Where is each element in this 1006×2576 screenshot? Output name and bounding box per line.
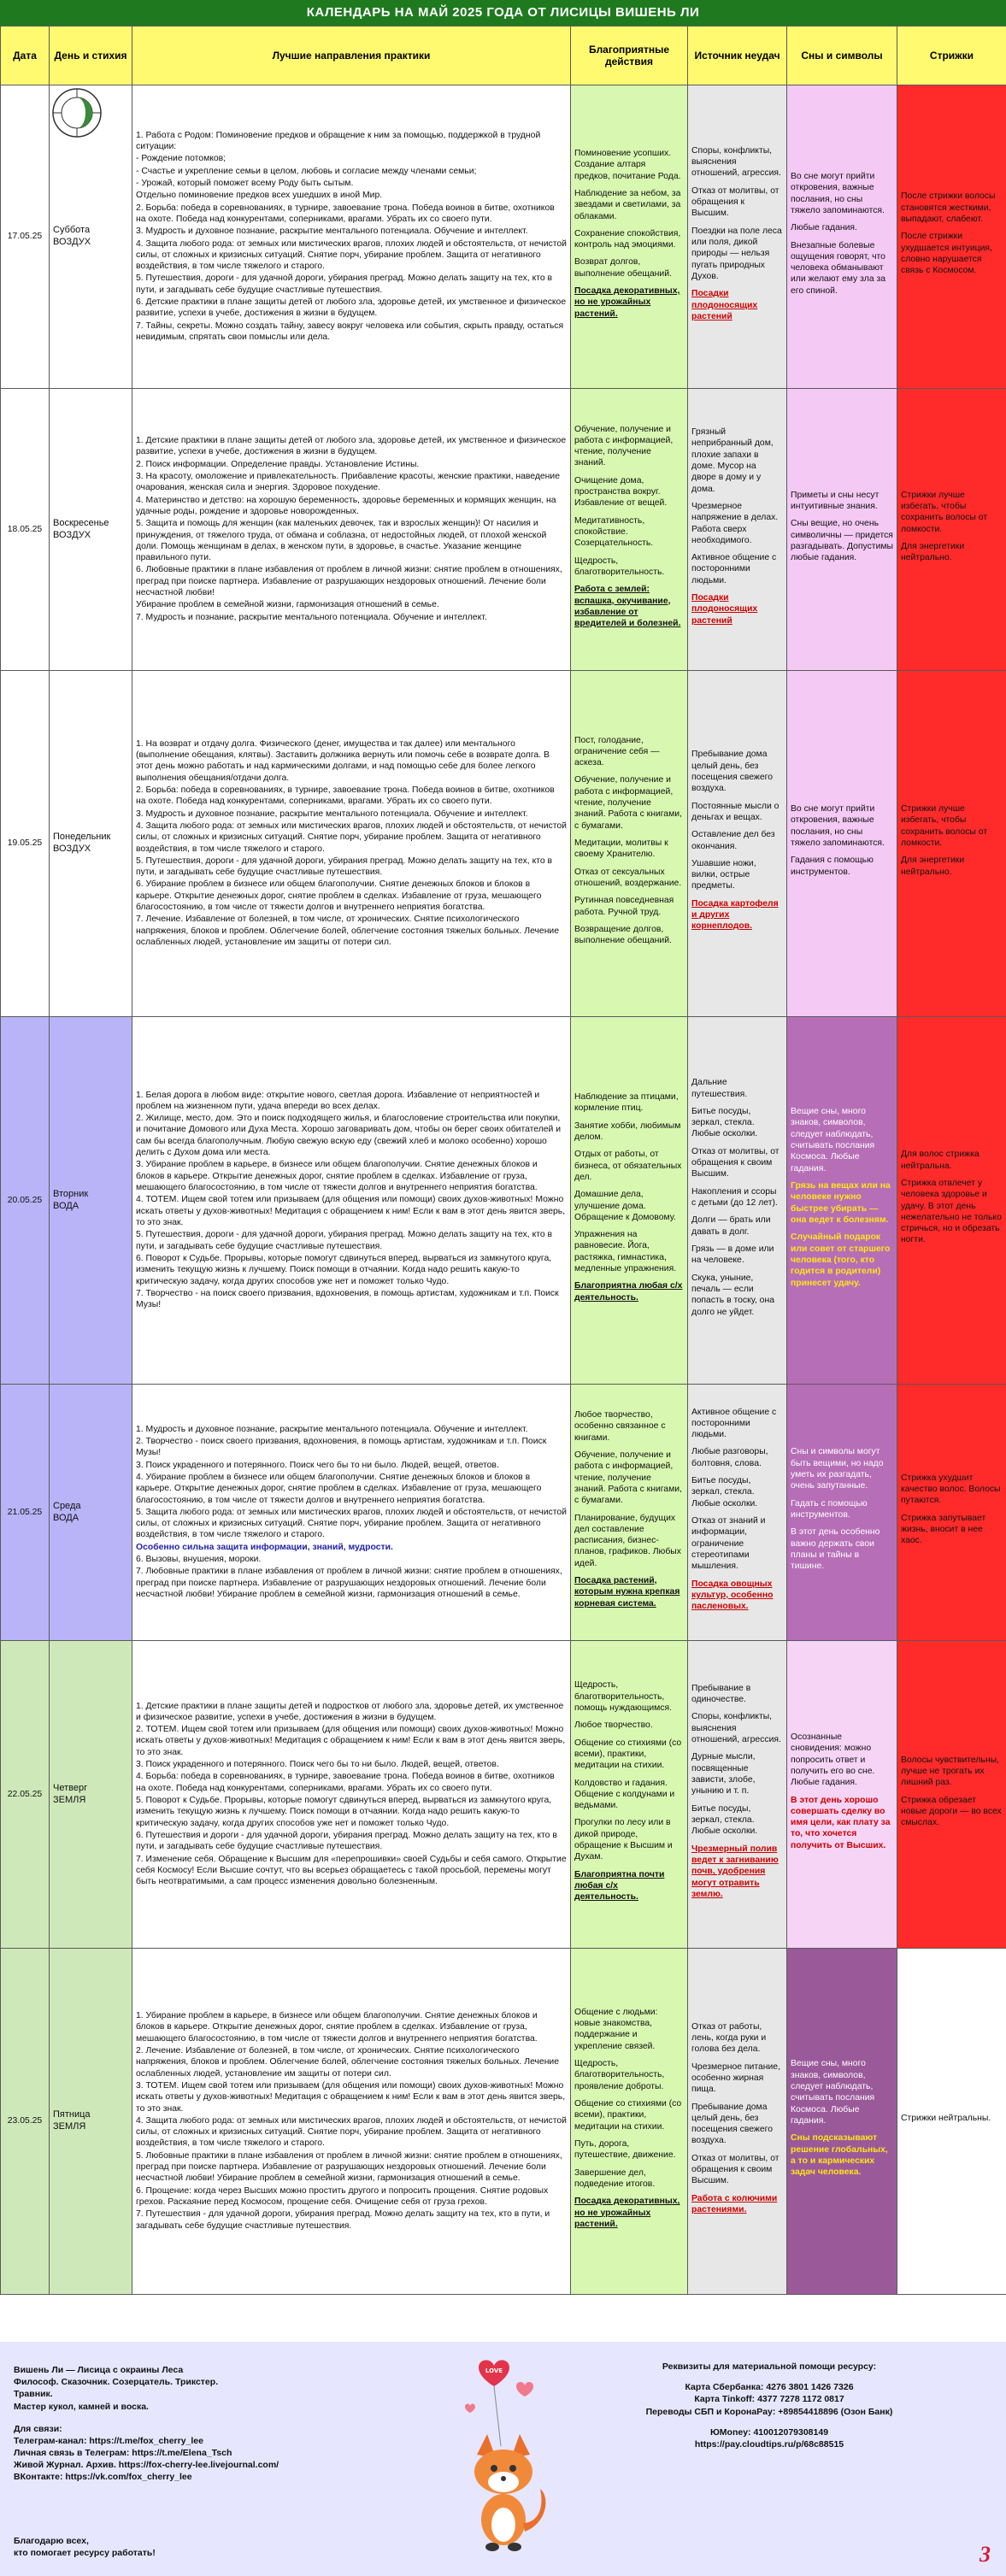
about-line: Философ. Сказочник. Созерцатель. Трикстер. — [14, 2377, 219, 2388]
source-item: Долги — брать или давать в долг. — [691, 1215, 771, 1237]
source-item: Пребывание дома целый день, без посещения свежего воздуха. — [691, 2102, 773, 2146]
dream-highlight: Сны подсказывают решение глобальных, а то и кармических задач человека. — [791, 2133, 888, 2178]
footer-thanks — [14, 2535, 156, 2559]
practice-item: 3. ТОТЕМ. Ищем свой тотем или призываем (для общения или помощи) своих духов-животных! Можно искать ответы у духов-животных! Медитация с обращением к ним! Если к вам в этот день явится зверь, то это знак. — [136, 2080, 566, 2114]
dream-item: Вещие сны, много знаков, символов, следует наблюдать, считывать послания Космоса. Любые гадания. — [791, 1107, 875, 1173]
practice-item: 6. Любовные практики в плане избавления от проблем в личной жизни: снятие проблем в отношениях, преград при поиске партнера. Избавление от разрушающих нездоровых отношений. Лечение боли несчастной любви! — [136, 565, 562, 598]
source-item: Ушавшие ножи, вилки, острые предметы. — [691, 858, 756, 891]
favorable-note: Посадка декоративных, но не урожайных растений. — [574, 2197, 680, 2229]
source-item: Битье посуды, зеркал, стекла. Любые осколки. — [691, 1476, 758, 1509]
day-element: ВОЗДУХ — [53, 529, 91, 540]
cell-haircut — [897, 1641, 1006, 1949]
table-row — [1, 671, 1006, 1017]
cell-day — [50, 671, 132, 1017]
date-value: 23.05.25 — [7, 2116, 43, 2126]
practice-item: 1. Работа с Родом: Поминовение предков и обращение к ним за помощью, поддержкой в трудной ситуации: — [136, 130, 541, 151]
day-element: ЗЕМЛЯ — [53, 1794, 86, 1805]
cell-day — [50, 1017, 132, 1385]
day-info — [53, 1783, 128, 1807]
source-item: Оставление дел без окончания. — [691, 830, 775, 851]
practice-item: 6. Прощение: когда через Высших можно простить другого и попросить прощения. Снятие родовых грехов. Раскаяние перед Космосом, прощение себя. Очищение себя от груза грехов. — [136, 2185, 549, 2208]
dream-highlight: В этот день особенно важно держать свои планы и тайны в тишине. — [791, 1527, 880, 1572]
source-item: Отказ от работы, лень, когда руки и голова без дела. — [691, 2021, 767, 2055]
practice-item: 1. Убирание проблем в карьере, в бизнесе или общем благополучии. Снятие денежных блоков и блоков в карьере. Открытие денежных дорог, снятие проблем в сделках. Избавление от груза, мешающего благосостоянию, в том числе от тяжести долгов и внутреннего неприятия богатства. — [136, 2011, 538, 2044]
cell-practices — [132, 671, 571, 1017]
practice-item: 2. Борьба: победа в соревнованиях, в турнире, завоевание трона. Победа воинов в битве, охотников на охоте. Победа над конкурентами, соперниками, врагами. Убрать их со своего пути. — [136, 203, 555, 224]
table-row — [1, 389, 1006, 671]
practice-item: 2. Жилище, место, дом. Это и поиск подходящего жилья, и благословение строительства или покупки, и почитание Домового или Духа Места. Хорошо заговаривать дом, чтобы он берег своих обитателей и сам бы всегда благополучным. Любую свежую вскую еду (свежий хлеб и молоко особенно) хорошо делить с Духом дома или места. — [136, 1114, 562, 1158]
haircut-item: Для энергетики нейтрально. — [901, 856, 965, 877]
day-element: ЗЕМЛЯ — [53, 2121, 86, 2132]
source-item: Пребывание дома целый день, без посещения свежего воздуха. — [691, 750, 773, 794]
favorable-item: Общение со стихиями (со всеми), практики, медитации на стихии. — [574, 2099, 682, 2132]
favorable-item: Рутинная повседневная работа. Ручной труд. — [574, 896, 674, 917]
cell-practices — [132, 389, 571, 671]
source-item: Любые разговоры, болтовня, слова. — [691, 1447, 768, 1468]
dream-item: Любые гадания. — [791, 223, 857, 233]
dream-item: Вещие сны, много знаков, символов, следует наблюдать, считывать послания Космоса. Любые гадания. — [791, 2059, 875, 2126]
favorable-note: Посадка растений, которым нужна крепкая корневая система. — [574, 1576, 680, 1609]
header-dreams: Сны и символы — [787, 26, 897, 85]
about-line: Вишень Ли — Лисица с окраины Леса — [14, 2365, 184, 2375]
source-note: Посадки плодоносящих растений — [691, 593, 758, 626]
practice-item: 1. На возврат и отдачу долга. Физического (денег, имущества и так далее) или ментального (выполнение обещания, клятвы). Заставить должника вернуть или помочь себе в возврате долга. В этот день можно работать и над кармическими долгами, и над помощью себе для более легкого выполнения обещания/отдачи долга. — [136, 738, 550, 783]
practice-item: 2. Лечение. Избавление от болезней, в том числе, от хронических. Снятие психологического напряжения, блоков и проблем. Облегчение болей, облегчение состояния тяжелых больных. Лечение ослабленных людей, установление им защиты от потери сил. — [136, 2045, 560, 2079]
source-item: Отказ от молитвы, от обращения к Высшим. — [691, 185, 780, 219]
practice-item: 1. Мудрость и духовное познание, раскрытие ментального потенциала. Обучение и интеллект. — [136, 1424, 528, 1434]
day-info — [53, 518, 128, 542]
footer-about — [14, 2364, 441, 2484]
cell-favorable — [571, 389, 688, 671]
source-note: Посадки плодоносящих растений — [691, 289, 758, 321]
header-sources: Источник неудач — [688, 26, 787, 85]
haircut-item: После стрижки ухудшается интуиция, словно нарушается связь с Космосом. — [901, 232, 992, 276]
cell-date — [1, 1641, 50, 1949]
source-item: Дальние путешествия. — [691, 1078, 748, 1099]
cell-sources — [688, 85, 787, 389]
source-item: Постоянные мысли о деньгах и вещах. — [691, 801, 780, 822]
favorable-item: Домашние дела, улучшение дома. Обращение к Домовому. — [574, 1190, 676, 1222]
cell-dreams — [787, 671, 897, 1017]
zodiac-wheel-icon — [51, 87, 103, 138]
source-item: Дурные мысли, посвященные зависти, злобе, унынию и т. п. — [691, 1752, 756, 1797]
favorable-item: Наблюдение за птицами, кормление птиц. — [574, 1092, 679, 1114]
practice-item: 1. Детские практики в плане защиты детей и подростков от любого зла, здоровье детей, их умственное и физическое развитие, успехи в учебе, достижения в жизни в будущем. — [136, 1701, 564, 1722]
small-heart-icon — [465, 2403, 475, 2413]
practice-item: 4. Защита любого рода: от земных или мистических врагов, плохих людей и обстоятельств, от нечистой силы, от сложных и кризисных ситуаций. Снятие порч, убирание проблем. Защита от негативного воздействия, в том числе тяжелого и старого. — [136, 820, 567, 854]
source-item: Отказ от знаний и информации, ограничение стереотипами мышления. — [691, 1516, 766, 1572]
dream-highlight: В этот день хорошо совершать сделку во имя цели, как плату за то, что хочется получить от Высших. — [791, 1795, 891, 1850]
source-item: Скука, уныние, печаль — если попасть в тоску, она долго не уйдет. — [691, 1273, 774, 1317]
dream-item: Гадания с помощью инструментов. — [791, 856, 874, 877]
favorable-item: Щедрость, благотворительность. — [574, 556, 665, 577]
practice-item: - Рождение потомков; — [136, 154, 226, 164]
favorable-item: Любое творчество, особенно связанное с книгами. — [574, 1410, 666, 1443]
haircut-item: Для волос стрижка нейтральна. — [901, 1150, 980, 1171]
favorable-note: Работа с землей: вспашка, окучивание, избавление от вредителей и болезней. — [574, 585, 681, 629]
contact-link[interactable]: Телеграм-канал: https://t.me/fox_cherry_lee — [14, 2435, 203, 2446]
calendar-table — [0, 26, 1006, 2295]
day-element: ВОДА — [53, 1200, 79, 1211]
practice-item: 5. Поворот к Судьбе. Прорывы, которые помогут сдвинуться вперед, вырваться из замкнутого круга, изменить текущую жизнь к лучшему. Поиск помощи в отчаянии. Когда надо решить какую-то критическую задачу, когда других способов уже нет и поможет только Чудо. — [136, 1796, 552, 1828]
favorable-item: Поминовение усопших. Создание алтаря предков, почитание Рода. — [574, 148, 681, 181]
practice-highlight: Особенно сильна защита информации, знаний, мудрости. — [136, 1542, 393, 1552]
favorable-item: Щедрость, благотворительность, проявление доброты. — [574, 2059, 665, 2091]
practice-item: 4. Защита любого рода: от земных или мистических врагов, плохих людей и обстоятельств, от нечистой силы, от сложных и кризисных ситуаций. Снятие порч, убирание проблем. Защита от негативного воздействия, в том числе тяжелого и старого. — [136, 2115, 567, 2149]
practice-item: Отдельно поминовение предков всех ушедших в иной Мир. — [136, 191, 383, 201]
page-number: 3 — [980, 2542, 991, 2567]
practice-item: 2. Поиск информации. Определение правды. Установление Истины. — [136, 459, 420, 469]
cell-day — [50, 1641, 132, 1949]
practice-item: 3. На красоту, омоложение и привлекательность. Прибавление красоты, женские практики, наведение очарования, женская сила и энергия. Здоровое похудение. — [136, 471, 560, 493]
cell-dreams — [787, 85, 897, 389]
source-note: Работа с колючими растениями. — [691, 2193, 778, 2215]
contacts-title: Для связи: — [14, 2423, 62, 2434]
payment-line: ЮMoney: 410012079308149 — [709, 2426, 829, 2438]
dream-item: Внезапные болевые ощущения говорят, что человека обманывают или желают ему зла за его спиной. — [791, 240, 886, 296]
day-element: ВОЗДУХ — [53, 237, 91, 247]
cell-dreams — [787, 389, 897, 671]
contact-link[interactable]: Личная связь в Телеграм: https://t.me/Elena_Tsch — [14, 2448, 232, 2459]
practice-item: 5. Защита любого рода: от земных или мистических врагов, плохих людей и обстоятельств, от нечистой силы, от сложных и кризисных ситуаций. Снятие порч, убирание проблем. Защита от негативного воздействия, в том числе тяжелого и старого. — [136, 1507, 567, 1540]
table-row — [1, 1385, 1006, 1641]
cell-sources — [688, 1641, 787, 1949]
cell-day — [50, 389, 132, 671]
contact-link[interactable]: ВКонтакте: https://vk.com/fox_cherry_lee — [14, 2472, 192, 2483]
cell-haircut — [897, 1385, 1006, 1641]
favorable-item: Щедрость, благотворительность, помощь нуждающимся. — [574, 1680, 673, 1713]
practice-item: - Счастье и укрепление семьи в целом, любовь и согласие между членами семьи; — [136, 166, 477, 176]
cell-day — [50, 1949, 132, 2295]
favorable-item: Очищение дома, пространства вокруг. Избавление от вещей. — [574, 475, 668, 509]
practice-item: 6. Путешествия и дороги - для удачной дороги, убирания преград. Можно делать защиту на тех, кто в пути, и загадывать себе будущие счастливые путешествия. — [136, 1830, 557, 1852]
favorable-item: Общение с людьми: новые знакомства, поддержание и укрепление связей. — [574, 2007, 658, 2051]
cell-practices — [132, 1017, 571, 1385]
cell-dreams — [787, 1641, 897, 1949]
love-label: LOVE — [485, 2367, 503, 2374]
cell-favorable — [571, 1641, 688, 1949]
favorable-item: Завершение дел, подведение итогов. — [574, 2167, 656, 2189]
practice-item: 3. Убирание проблем в карьере, в бизнесе или общем благополучии. Снятие денежных блоков и блоков в карьере. Открытие денежных дорог, снятие проблем в сделках. Избавление от груза, мешающего благосостоянию, в том числе от тяжести долгов и внутреннего неприятия богатства. — [136, 1160, 538, 1193]
day-info — [53, 832, 128, 856]
cell-dreams — [787, 1017, 897, 1385]
cell-date — [1, 1017, 50, 1385]
dream-item: Во сне могут прийти откровения, важные послания, но сны тяжело запоминаются. — [791, 171, 885, 215]
source-item: Чрезмерное напряжение в делах. Работа сверх необходимого. — [691, 501, 779, 545]
cell-sources — [688, 1017, 787, 1385]
cell-date — [1, 85, 50, 389]
practice-item: 7. Мудрость и познание, раскрытие ментального потенциала. Обучение и интеллект. — [136, 612, 487, 622]
header-day: День и стихия — [50, 26, 132, 85]
haircut-item: Стрижки лучше избегать, чтобы сохранить волосы от ломкости. — [901, 490, 988, 534]
day-element: ВОДА — [53, 1512, 79, 1523]
practice-item: 3. Мудрость и духовное познание, раскрытие ментального потенциала. Обучение и интеллект. — [136, 809, 528, 819]
source-item: Накопления и ссоры с детьми (до 12 лет). — [691, 1186, 778, 1208]
dream-highlight: Случайный подарок или совет от старшего человека (того, кто годится в родители) принесет удачу. — [791, 1232, 891, 1288]
practice-item: 6. Детские практики в плане защиты детей от любого зла, здоровье детей, их умственное и физическое развитие, успехи в учебе, достижения в жизни в будущем. — [136, 297, 567, 319]
favorable-item: Путь, дорога, путешествие, движение. — [574, 2138, 676, 2161]
practice-item: 3. Поиск украденного и потерянного. Поиск чего бы то ни было. Людей, вещей, ответов. — [136, 1760, 499, 1770]
practice-item: 2. ТОТЕМ. Ищем свой тотем или призываем (для общения или помощи) своих духов-животных! Можно искать ответы у духов-животных! Медитация с обращением к ним! Если к вам в этот день явится зверь, то это знак. — [136, 1725, 566, 1757]
practice-item: 4. ТОТЕМ. Ищем свой тотем или призываем (для общения или помощи) своих духов-животных! Можно искать ответы у духов-животных! Медитация с обращением к ним! Если к вам в этот день явится зверь, то это знак. — [136, 1195, 566, 1227]
cell-practices — [132, 1949, 571, 2295]
table-row — [1, 1017, 1006, 1385]
practice-item: 4. Борьба: победа в соревнованиях, в турнире, завоевание трона. Победа воинов в битве, охотников на охоте. Победа над конкурентами, соперниками, врагами. Убрать их со своего пути. — [136, 1772, 555, 1793]
favorable-item: Возвращение долгов, выполнение обещаний. — [574, 924, 672, 946]
about-line: Мастер кукол, камней и воска. — [14, 2401, 149, 2412]
source-item: Активное общение с посторонними людьми. — [691, 553, 777, 585]
source-item: Грязный неприбранный дом, плохие запахи в доме. Мусор на дворе в дому и у дома. — [691, 427, 774, 494]
practice-item: 5. Путешествия, дороги - для удачной дороги, убирания преград. Можно делать защиту на тех, кто в пути, и загадывать себе будущие счастливые путешествия. — [136, 1230, 553, 1251]
page-title: КАЛЕНДАРЬ НА МАЙ 2025 ГОДА ОТ ЛИСИЦЫ ВИШЕНЬ ЛИ — [0, 0, 1006, 26]
source-item: Битье посуды, зеркал, стекла. Любые осколки. — [691, 1106, 758, 1139]
practice-item: 5. Защита и помощь для женщин (как маленьких девочек, так и взрослых женщин)! От насилия и принуждения, от тяжелого труда, от обмана и соблазна, от недостойных людей, от плохой женской доли. Помощь женщинам в делах, в женском пути, в здоровье, в счастье. Указание женщине правильного пути. — [136, 519, 547, 563]
cell-haircut — [897, 389, 1006, 671]
haircut-item: После стрижки волосы становятся жесткими, выпадают, слабеют. — [901, 191, 996, 225]
practice-item: 5. Путешествия, дороги - для удачной дороги, убирания преград. Можно делать защиту на тех, кто в пути, и загадывать себе будущие счастливые путешествия. — [136, 273, 553, 295]
favorable-item: Медитации, молитвы к своему Хранителю. — [574, 838, 668, 860]
date-value: 17.05.25 — [7, 232, 43, 242]
day-name: Вторник — [53, 1188, 89, 1199]
dream-item: Сны и символы могут быть вещими, но надо уметь их разгадать, очень запутанные. — [791, 1447, 884, 1491]
day-name: Понедельник — [53, 832, 111, 843]
practice-item: 6. Убирание проблем в бизнесе или общем благополучии. Снятие денежных блоков и блоков в карьере. Открытие денежных дорог, снятие проблем в сделках. Избавление от груза, мешающего благосостоянию, в том числе от тяжести долгов и внутреннего неприятия богатства. — [136, 879, 542, 913]
practice-item: 7. Любовные практики в плане избавления от проблем в личной жизни: снятие проблем в отношениях, преград при поиске партнера. Избавление от разрушающих нездоровых отношений. Лечение боли несчастной любви! Убирание проблем в семейной жизни, гармонизация отношений в семье. — [136, 1567, 562, 1600]
cell-favorable — [571, 1949, 688, 2295]
dream-item: Гадать с помощью инструментов. — [791, 1498, 868, 1520]
cell-practices — [132, 85, 571, 389]
cell-practices — [132, 1641, 571, 1949]
practice-item: 2. Творчество - поиск своего призвания, вдохновения, в помощь артистам, художникам и т.п. Поиск Музы! — [136, 1436, 547, 1458]
favorable-item: Сохранение спокойствия, контроль над эмоциями. — [574, 228, 681, 250]
cell-haircut — [897, 85, 1006, 389]
day-info — [53, 1189, 128, 1213]
source-note: Посадка овощных культур, особенно пасленовых. — [691, 1579, 774, 1612]
day-name: Воскресенье — [53, 517, 109, 528]
footer — [0, 2342, 1006, 2576]
favorable-item: Упражнения на равновесие. Йога, растяжка, гимнастика, медленные упражнения. — [574, 1230, 677, 1274]
practice-item: 7. Творчество - на поиск своего призвания, вдохновения, в помощь артистам, художникам и т.п. Поиск Музы! — [136, 1288, 559, 1310]
source-note: Чрезмерный полив ведет к загниванию почв, удобрения могут отравить землю. — [691, 1844, 779, 1899]
payment-line: Переводы СБП и КоронаPay: +89854418896 (Озон Банк) — [645, 2406, 893, 2417]
practice-item: 3. Поиск украденного и потерянного. Поиск чего бы то ни было. Людей, вещей, ответов. — [136, 1460, 499, 1470]
source-item: Грязь — в доме или на человеке. — [691, 1244, 774, 1266]
cell-haircut — [897, 1017, 1006, 1385]
practice-item: 4. Материнство и детство: на хорошую беременность, здоровье беременных и кормящих женщин, на удачные роды, рождение и здоровье новорожденных. — [136, 495, 556, 516]
dream-item: Осознанные сновидения: можно попросить ответ и получить его во сне. Любые гадания. — [791, 1732, 875, 1788]
dream-item: Во сне могут прийти откровения, важные послания, но сны тяжело запоминаются. — [791, 804, 885, 848]
cell-date — [1, 389, 50, 671]
favorable-item: Отказ от сексуальных отношений, воздержание. — [574, 867, 682, 888]
favorable-note: Благоприятна любая с/х деятельность. — [574, 1281, 683, 1303]
day-name: Среда — [53, 1500, 81, 1511]
header-date: Дата — [1, 26, 50, 85]
practice-item: 1. Белая дорога в любом виде: открытие нового, светлая дорога. Избавление от неприятностей и проблем на жизненном пути, удача впереди во всех делах. — [136, 1090, 540, 1111]
payments-title: Реквизиты для материальной помощи ресурсу: — [662, 2361, 877, 2372]
cell-date — [1, 1949, 50, 2295]
cell-day — [50, 85, 132, 389]
thanks-line: кто помогает ресурсу работать! — [14, 2548, 156, 2559]
date-value: 20.05.25 — [7, 1195, 43, 1205]
payment-link[interactable]: https://pay.cloudtips.ru/p/68c88515 — [694, 2438, 844, 2450]
favorable-item: Общение со стихиями (со всеми), практики, медитации на стихии. — [574, 1738, 682, 1771]
source-note: Посадка картофеля и других корнеплодов. — [691, 898, 779, 932]
date-value: 22.05.25 — [7, 1789, 43, 1799]
small-heart-icon — [516, 2382, 533, 2397]
header-practices: Лучшие направления практики — [132, 26, 571, 85]
source-item: Битье посуды, зеркал, стекла. Любые осколки. — [691, 1803, 758, 1837]
day-info — [53, 225, 128, 249]
favorable-item: Колдовство и гадания. Общение с колдунами и ведьмами. — [574, 1778, 675, 1811]
footer-payments — [547, 2361, 991, 2450]
dream-highlight: Грязь на вещах или на человеке нужно быстрее убирать — она ведет к болезням. — [791, 1181, 891, 1225]
thanks-line: Благодарю всех, — [14, 2536, 89, 2546]
favorable-item: Обучение, получение и работа с информацией, чтение, получение знаний. Работа с книгами, с бумагами. — [574, 1450, 682, 1506]
practice-item: 7. Изменение себя. Обращение к Высшим для «перепрошивки» своей Судьбы и себя самого. Открытие себя Космосу! Если Высшие сочтут, что вы всерьез обращаетесь с такой просьбой, перемены могут быть неотвратимыми, а сам процесс изменения довольно болезненным. — [136, 1854, 567, 1887]
day-name: Суббота — [53, 225, 91, 236]
haircut-item: Волосы чувствительны, лучше не трогать их лишний раз. — [901, 1755, 999, 1788]
practice-item: 5. Путешествия, дороги - для удачной дороги, убирания преград. Можно делать защиту на тех, кто в пути, и загадывать себе будущие счастливые путешествия. — [136, 856, 553, 878]
favorable-item: Наблюдение за небом, за звездами и светилами, за облаками. — [574, 188, 681, 221]
haircut-item: Стрижки нейтральны. — [901, 2113, 991, 2123]
header-favorable: Благоприятные действия — [571, 26, 688, 85]
favorable-item: Обучение, получение и работа с информацией, чтение, получение знаний. Работа с книгами, с бумагами. — [574, 775, 682, 831]
practice-item: - Урожай, который поможет всему Роду быть сытым. — [136, 178, 354, 188]
cell-favorable — [571, 1017, 688, 1385]
favorable-item: Возврат долгов, выполнение обещаний. — [574, 257, 672, 279]
practice-item: 1. Детские практики в плане защиты детей от любого зла, здоровье детей, их умственное и физическое развитие, успехи в учебе, достижения в жизни в будущем. — [136, 436, 567, 457]
practice-item: 7. Тайны, секреты. Можно создать тайну, завесу вокруг человека или события, скрыть правду, остаться невидимым, спрятать свои помыслы или дела. — [136, 321, 564, 342]
practice-item: 5. Любовные практики в плане избавления от проблем в личной жизни: снятие проблем в отношениях, преград при поиске партнера. Избавление от разрушающих нездоровых отношений. Лечение боли несчастной любви! Убирание проблем в семейной жизни, гармонизация отношений в семье. — [136, 2150, 562, 2184]
contact-link[interactable]: Живой Журнал. Архив. https://fox-cherry-lee.livejournal.com/ — [14, 2460, 279, 2471]
favorable-item: Отдых от работы, от бизнеса, от обязательных дел. — [574, 1150, 682, 1182]
practice-item: Убирание проблем в семейной жизни, гармонизация отношений в семье. — [136, 600, 439, 610]
source-item: Отказ от молитвы, от обращения к своим Высшим. — [691, 1146, 780, 1179]
cell-sources — [688, 671, 787, 1017]
payment-line: Карта Сбербанка: 4276 3801 1426 7326 — [685, 2382, 854, 2393]
source-item: Поездки на поле леса или поля, дикой природы — нельзя пугать природных Духов. — [691, 226, 782, 281]
payment-line: Карта Tinkoff: 4377 7278 1172 0817 — [694, 2394, 844, 2405]
cell-haircut — [897, 1949, 1006, 2295]
haircut-item: Стрижка обрезает новые дороги — во всех смыслах. — [901, 1795, 1002, 1828]
haircut-item: Стрижка ухудшит качество волос. Волосы путаются. — [901, 1473, 1001, 1506]
source-item: Споры, конфликты, выяснения отношений, агрессия. — [691, 145, 781, 179]
favorable-item: Любое творчество. — [574, 1720, 653, 1731]
practice-item: 4. Защита любого рода: от земных или мистических врагов, плохих людей и обстоятельств, от нечистой силы, от сложных и кризисных ситуаций. Снятие порч, убирание проблем. Защита от негативного воздействия, в том числе тяжелого и старого. — [136, 238, 567, 272]
favorable-note: Посадка декоративных, но не урожайных растений. — [574, 286, 680, 319]
practice-item: 4. Убирание проблем в бизнесе или общем благополучии. Снятие денежных блоков и блоков в карьере. Открытие денежных дорог, снятие проблем в сделках. Избавление от груза, мешающего благосостоянию, в том числе от тяжести долгов и внутреннего неприятия богатства. — [136, 1472, 542, 1505]
source-item: Активное общение с посторонними людьми. — [691, 1407, 777, 1440]
cell-favorable — [571, 85, 688, 389]
source-item: Отказ от молитвы, от обращения к своим Высшим. — [691, 2153, 780, 2186]
fox-tail-icon — [523, 2489, 545, 2532]
cell-date — [1, 1385, 50, 1641]
cell-favorable — [571, 1385, 688, 1641]
day-element: ВОЗДУХ — [53, 844, 91, 854]
favorable-item: Пост, голодание, ограничение себя — аскеза. — [574, 735, 660, 768]
practice-item: 6. Вызовы, внушения, мороки. — [136, 1555, 262, 1565]
cell-sources — [688, 389, 787, 671]
cell-dreams — [787, 1385, 897, 1641]
favorable-item: Занятие хобби, любимым делом. — [574, 1120, 681, 1142]
cell-sources — [688, 1385, 787, 1641]
cell-dreams — [787, 1949, 897, 2295]
table-row — [1, 85, 1006, 389]
haircut-item: Стрижка запутывает жизнь, вносит в нее хаос. — [901, 1513, 986, 1546]
header-haircut: Стрижки — [897, 26, 1006, 85]
table-row — [1, 1641, 1006, 1949]
practice-item: 6. Поворот к Судьбе. Прорывы, которые помогут сдвинуться вперед, вырваться из замкнутого круга, изменить текущую жизнь к лучшему. Поиск помощи в отчаянии. Когда надо решить какую-то критическую задачу, когда других способов уже нет и поможет только Чудо. — [136, 1253, 552, 1286]
favorable-item: Прогулки по лесу или в дикой природе, обращение к Высшим и Духам. — [574, 1818, 673, 1862]
day-name: Четверг — [53, 1782, 88, 1793]
source-item: Споры, конфликты, выяснения отношений, агрессия. — [691, 1712, 781, 1745]
cell-practices — [132, 1385, 571, 1641]
source-item: Чрезмерное питание, особенно жирная пища. — [691, 2061, 780, 2095]
cell-day — [50, 1385, 132, 1641]
day-info — [53, 1501, 128, 1525]
table-header-row — [1, 26, 1006, 85]
source-item: Пребывание в одиночестве. — [691, 1683, 751, 1705]
day-name: Пятница — [53, 2109, 91, 2120]
date-value: 21.05.25 — [7, 1507, 43, 1517]
practice-item: 2. Борьба: победа в соревнованиях, в турнире, завоевание трона. Победа воинов в битве, охотников на охоте. Победа над конкурентами, соперниками, врагами. Убрать их со своего пути. — [136, 785, 555, 807]
fox-illustration — [444, 2352, 556, 2566]
haircut-item: Для энергетики нейтрально. — [901, 541, 965, 563]
haircut-item: Стрижки лучше избегать, чтобы сохранить волосы от ломкости. — [901, 804, 988, 848]
favorable-note: Благоприятна почти любая с/х деятельность. — [574, 1869, 665, 1903]
dream-item: Приметы и сны несут интуитивные знания. — [791, 490, 880, 511]
haircut-item: Стрижка отвлечет у человека здоровье и удачу. В этот день нежелательно не только стричься, но и обрезать ногти. — [901, 1178, 1002, 1245]
favorable-item: Медитативность, спокойствие. Созерцательность. — [574, 515, 654, 549]
practice-item: 7. Лечение. Избавление от болезней, в том числе, от хронических. Снятие психологического напряжения, блоков и проблем. Облегчение болей, облегчение состояния тяжелых больных. Лечение ослабленных людей, установление им защиты от потери сил. — [136, 915, 560, 947]
about-line: Травник. — [14, 2389, 53, 2400]
favorable-item: Обучение, получение и работа с информацией, чтение, получение знаний. — [574, 424, 674, 468]
favorable-item: Планирование, будущих дел составление расписания, бизнес-планов, графиков. Любых идей. — [574, 1513, 681, 1568]
dream-item: Сны вещие, но очень символичны — придется разгадывать. Допустимы любые гадания. — [791, 519, 893, 563]
date-value: 18.05.25 — [7, 524, 43, 534]
cell-sources — [688, 1949, 787, 2295]
day-info — [53, 2109, 128, 2133]
practice-item: 3. Мудрость и духовное познание, раскрытие ментального потенциала. Обучение и интеллект. — [136, 226, 528, 237]
practice-item: 7. Путешествия - для удачной дороги, убирания преград. Можно делать защиту на тех, кто в пути, и загадывать себе будущие счастливые путешествия. — [136, 2209, 550, 2231]
cell-haircut — [897, 671, 1006, 1017]
cell-favorable — [571, 671, 688, 1017]
table-row — [1, 1949, 1006, 2295]
date-value: 19.05.25 — [7, 838, 43, 849]
cell-date — [1, 671, 50, 1017]
